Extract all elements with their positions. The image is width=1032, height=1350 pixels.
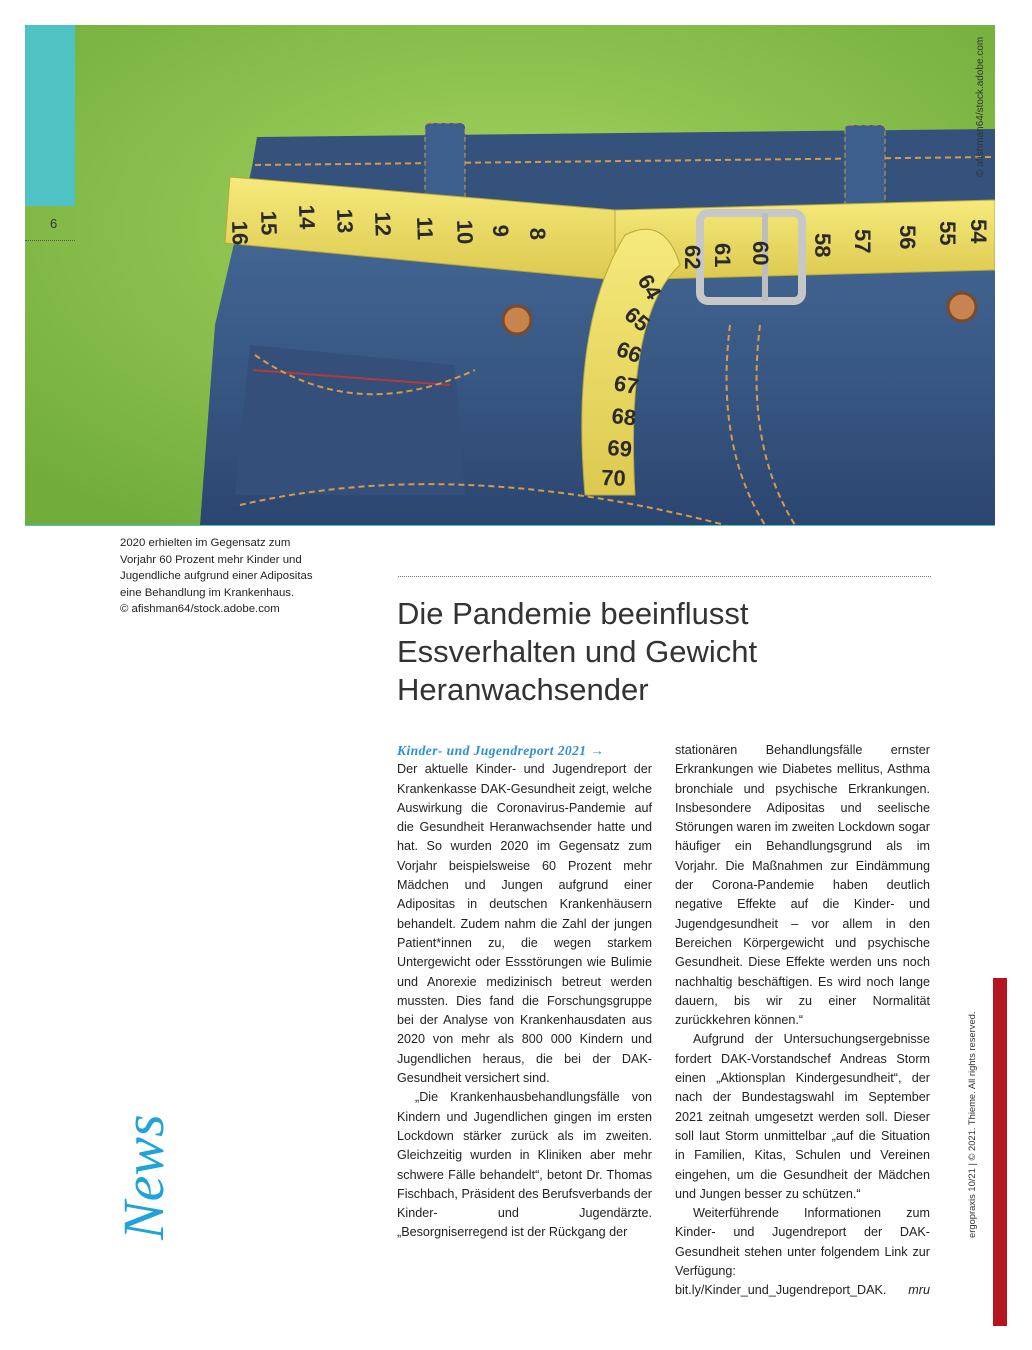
report-link[interactable]: bit.ly/Kinder_und_Jugendreport_DAK. (675, 1283, 887, 1298)
tape-number: 69 (606, 435, 633, 462)
tape-number: 54 (966, 219, 991, 244)
article-closing-line (675, 1281, 930, 1300)
caption-line: Vorjahr 60 Prozent mehr Kinder und (120, 553, 302, 566)
tape-number: 66 (613, 336, 645, 369)
article-paragraph: „Die Krankenhausbehandlungsfälle von Kindern und Jugendlichen gingen im ersten Lockdown stärker zurück als im zweiten. Gleichzeitig wurden in Kliniken aber mehr schwere Fälle behandelt“, betont Dr. Thomas Fischbach, Präsident des Berufsverbands der Kinder- und Jugendärzte. „Besorgniserregend ist der Rückgang der (397, 1090, 652, 1240)
caption-credit: © afishman64/stock.adobe.com (120, 603, 280, 615)
tape-number: 57 (850, 229, 875, 254)
tape-number: 67 (612, 370, 641, 400)
tape-number: 13 (332, 208, 358, 234)
tape-number: 62 (680, 245, 705, 270)
caption-line: eine Behandlung im Krankenhaus. (120, 586, 295, 599)
tape-number: 11 (412, 216, 438, 241)
article-paragraph: Der aktuelle Kinder- und Jugendreport der Krankenkasse DAK-Gesundheit zeigt, welche Auswirkung die Coronavirus-Pandemie auf die Gesundheit Heranwachsender hatte und hat. So wurden 2020 im Gegensatz zum Vorjahr beispielsweise 60 Prozent mehr Mädchen und Jungen aufgrund einer Adipositas in deutschen Krankenhäusern behandelt. Zudem nahm die Zahl der jungen Patient*innen zu, die wegen starkem Untergewicht oder Essstörungen wie Bulimie und Anorexie medizinisch betreut werden mussten. Dies fand die Forschungsgruppe bei der Analyse von Krankenhausdaten aus 2020 von mehr als 800 000 Kindern und Jugendlichen heraus, die bei der DAK-Gesundheit versichert sind. (397, 762, 652, 1086)
headline-line: Heranwachsender (397, 672, 649, 707)
tape-number: 56 (895, 225, 920, 250)
tape-number: 10 (452, 219, 478, 245)
article-paragraph: Weiterführende Informationen zum Kinder- und Jugendreport der DAK-Gesundheit stehen unter folgendem Link zur Verfügung: (675, 1206, 930, 1279)
tape-number: 65 (619, 301, 655, 337)
tape-number: 16 (227, 220, 253, 246)
headline-line: Die Pandemie beeinflusst (397, 596, 749, 631)
photo-caption (120, 535, 340, 618)
article-column-left (397, 741, 652, 1243)
tape-number: 12 (370, 211, 396, 237)
photo-credit: © afishman64/stock.adobe.com (975, 36, 986, 177)
tape-number: 15 (256, 210, 282, 236)
section-color-tab (25, 25, 75, 206)
headline-line: Essverhalten und Gewicht (397, 634, 758, 669)
article-photo (25, 25, 995, 526)
article-column-right (675, 741, 930, 1301)
tape-number: 60 (748, 241, 773, 266)
page-number: 6 (50, 216, 58, 231)
headline-divider (398, 576, 931, 577)
tape-number: 8 (525, 227, 551, 241)
tape-number: 58 (810, 233, 835, 258)
article-paragraph: Aufgrund der Untersuchungsergebnisse fordert DAK-Vorstandschef Andreas Storm einen „Aktionsplan Kindergesundheit“, der nach der Bundestagswahl im September 2021 zeitnah umgesetzt werden soll. Dieser soll laut Storm unmittelbar „auf die Situation in Familien, Kitas, Schulen und Vereinen eingehen, um die Gesundheit der Mädchen und Jungen besser zu schützen.“ (675, 1032, 930, 1201)
caption-line: Jugendliche aufgrund einer Adipositas (120, 570, 313, 582)
copyright-notice: ergopraxis 10/21 | © 2021. Thieme. All rights reserved. (966, 1011, 977, 1238)
tape-number: 70 (600, 465, 627, 491)
tape-number: 55 (935, 221, 960, 246)
tape-number: 68 (610, 403, 638, 431)
section-label: News (111, 1114, 176, 1240)
article-headline (397, 595, 937, 709)
tape-number: 64 (632, 270, 667, 304)
edge-marker (993, 978, 1007, 1326)
article-paragraph-continued: stationären Behandlungsfälle ernster Erkrankungen wie Diabetes mellitus, Asthma bronchiale und psychische Erkrankungen. Insbesondere Adipositas und seelische Störungen waren im zweiten Lockdown sogar häufiger ein Behandlungsgrund als im Vorjahr. Die Maßnahmen zur Eindämmung der Corona-Pandemie haben deutlich negative Effekte auf die Kinder- und Jugendgesundheit – vor allem in den Bereichen Körpergewicht und psychische Gesundheit. Diese Effekte werden uns noch nachhaltig beschäftigen. Es wird noch lange dauern, bis wir zu einer Normalität zurückkehren können.“ (675, 743, 930, 1028)
tape-number: 14 (294, 204, 320, 230)
page-number-divider (25, 240, 75, 241)
author-signature: mru (908, 1283, 930, 1298)
caption-line: 2020 erhielten im Gegensatz zum (120, 537, 291, 549)
tape-number: 61 (710, 243, 735, 268)
article-kicker: Kinder- und Jugendreport 2021 → (397, 743, 605, 758)
tape-number: 9 (488, 224, 514, 238)
